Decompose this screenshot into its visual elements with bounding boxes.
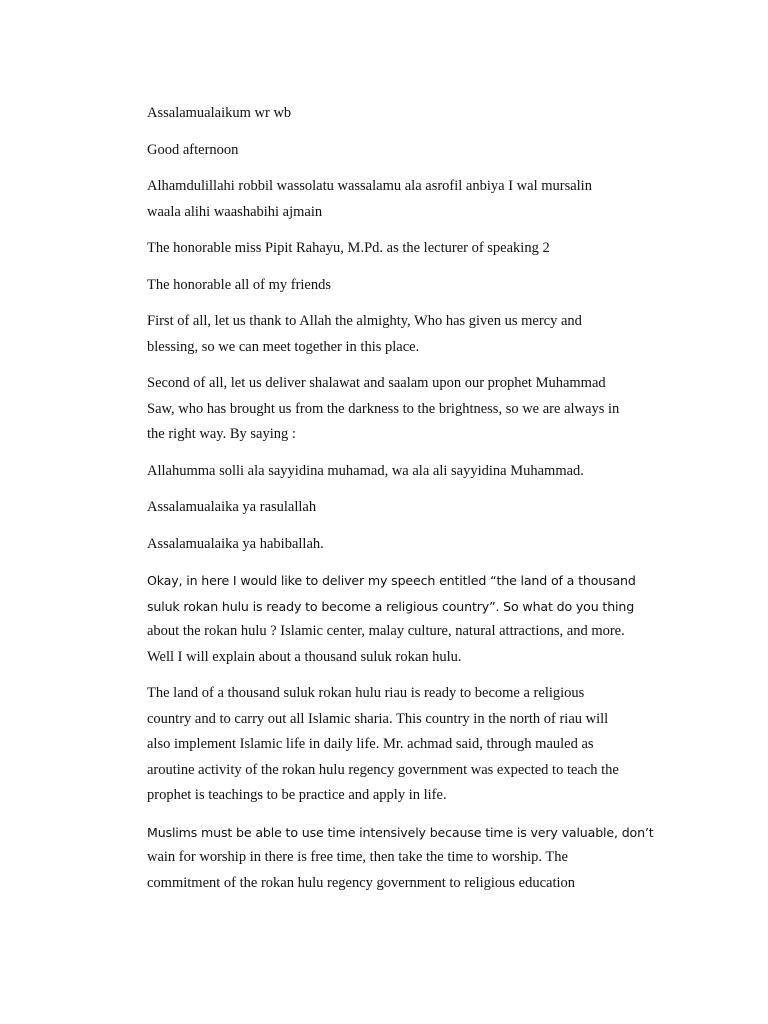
greeting-paragraph [147,101,667,127]
religious-country-paragraph [147,681,667,809]
honorable-friends-paragraph [147,273,667,299]
text-line: Well I will explain about a thousand suluk rokan hulu. [147,648,462,665]
honorable-lecturer-paragraph [147,236,667,262]
text-line: Assalamualaikum wr wb [147,105,292,121]
text-line: aroutine activity of the rokan hulu regency government was expected to teach the [147,761,619,778]
time-worship-paragraph [147,820,667,897]
text-line: suluk rokan hulu is ready to become a religious country”. So what do you thing [147,598,635,614]
text-line: First of all, let us thank to Allah the almighty, Who has given us mercy and [147,313,582,329]
text-line: commitment of the rokan hulu regency government to religious education [147,874,576,891]
text-line: wain for worship in there is free time, then take the time to worship. The [147,849,568,865]
text-line: The land of a thousand suluk rokan hulu riau is ready to become a religious [147,685,585,701]
text-line: Assalamualaika ya habiballah. [147,535,324,552]
text-line: country and to carry out all Islamic sharia. This country in the north of riau will [147,710,609,727]
praise-paragraph [147,174,667,225]
shalawat-paragraph [147,371,667,448]
text-line: Alhamdulillahi robbil wassolatu wassalamu ala asrofil anbiya I wal mursalin [147,178,592,194]
habiballah-paragraph [147,532,667,558]
speech-intro-paragraph [147,568,667,670]
text-line: blessing, so we can meet together in this place. [147,338,420,355]
text-line: waala alihi waashabihi ajmain [147,203,323,220]
text-line: Saw, who has brought us from the darkness to the brightness, so we are always in [147,400,620,417]
text-line: Good afternoon [147,141,239,158]
text-line: Muslims must be able to use time intensively because time is very valuable, don’t [147,824,654,840]
text-line: prophet is teachings to be practice and apply in life. [147,787,447,803]
text-line: Allahumma solli ala sayyidina muhamad, wa ala ali sayyidina Muhammad. [147,462,584,479]
text-line: Okay, in here I would like to deliver my speech entitled “the land of a thousand [147,573,636,588]
text-line: Assalamualaika ya rasulallah [147,499,317,515]
text-line: about the rokan hulu ? Islamic center, malay culture, natural attractions, and more. [147,623,625,639]
document-page [147,101,667,907]
text-line: the right way. By saying : [147,426,296,442]
text-line: The honorable all of my friends [147,276,332,293]
prayer-paragraph [147,459,667,485]
text-line: The honorable miss Pipit Rahayu, M.Pd. as the lecturer of speaking 2 [147,240,550,256]
salutation-paragraph [147,138,667,164]
text-line: Second of all, let us deliver shalawat and saalam upon our prophet Muhammad [147,375,606,391]
text-line: also implement Islamic life in daily life. Mr. achmad said, through mauled as [147,736,594,752]
thanks-paragraph [147,309,667,360]
rasulallah-paragraph [147,495,667,521]
